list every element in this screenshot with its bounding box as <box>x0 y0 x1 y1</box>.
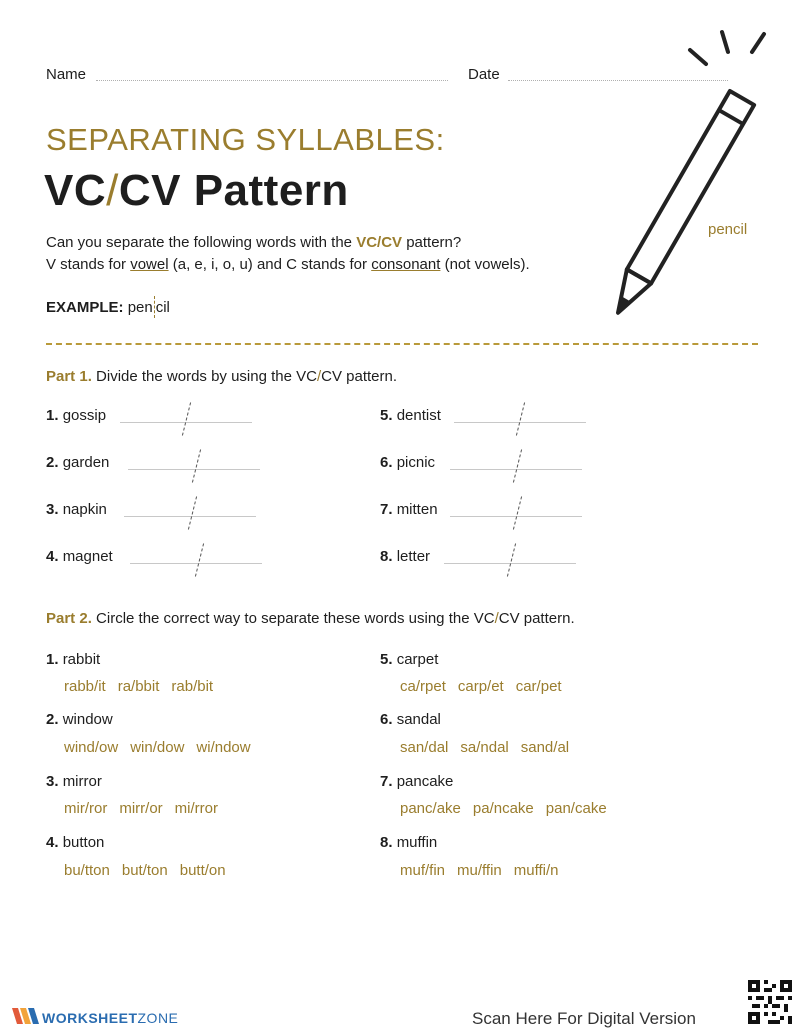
example-divider <box>154 296 155 318</box>
part2-item: 2. window <box>46 711 113 728</box>
pencil-icon <box>596 26 776 336</box>
option[interactable]: pan/cake <box>545 800 607 817</box>
option[interactable]: car/pet <box>515 678 562 695</box>
option[interactable]: but/ton <box>121 862 168 879</box>
option[interactable]: muf/fin <box>400 862 446 879</box>
date-label: Date <box>468 66 500 83</box>
option-row <box>400 678 574 695</box>
part2-item: 7. pancake <box>380 773 454 790</box>
option[interactable]: wind/ow <box>64 739 119 756</box>
name-field[interactable] <box>96 80 448 81</box>
divider-mark <box>195 543 204 576</box>
divider-mark <box>182 402 191 435</box>
option[interactable]: mi/rror <box>174 800 218 817</box>
option[interactable]: carp/et <box>457 678 504 695</box>
name-label: Name <box>46 66 87 83</box>
part1-heading: Part 1. Divide the words by using the VC/CV pattern. <box>46 368 398 385</box>
option[interactable]: sand/al <box>520 739 570 756</box>
option[interactable]: san/dal <box>400 739 449 756</box>
divider-mark <box>513 496 522 529</box>
option-row <box>64 862 238 879</box>
option[interactable]: mu/ffin <box>457 862 502 879</box>
divider-mark <box>513 449 522 482</box>
worksheet-zone-logo-icon <box>12 1006 40 1028</box>
option[interactable]: mir/ror <box>64 800 108 817</box>
option-row <box>400 862 571 879</box>
qr-code-icon[interactable] <box>748 980 792 1024</box>
part1-item: 5. dentist <box>380 407 441 424</box>
option-row <box>64 800 230 817</box>
section-divider <box>46 343 758 345</box>
option-row <box>64 678 225 695</box>
part2-item: 6. sandal <box>380 711 441 728</box>
intro-line2: V stands for vowel (a, e, i, o, u) and C stands for consonant (not vowels). <box>46 256 530 273</box>
part2-item: 3. mirror <box>46 773 102 790</box>
option[interactable]: butt/on <box>179 862 226 879</box>
page-title: VC/CV Pattern <box>44 166 349 215</box>
option[interactable]: ca/rpet <box>400 678 446 695</box>
option[interactable]: rab/bit <box>171 678 214 695</box>
part2-item: 1. rabbit <box>46 651 101 668</box>
option[interactable]: panc/ake <box>400 800 461 817</box>
title-line1: SEPARATING SYLLABLES: <box>46 122 445 157</box>
part1-item: 2. garden <box>46 454 110 471</box>
option[interactable]: win/dow <box>130 739 185 756</box>
divider-mark <box>516 402 525 435</box>
part1-item: 6. picnic <box>380 454 436 471</box>
option-row <box>64 739 263 756</box>
option[interactable]: muffi/n <box>513 862 559 879</box>
option[interactable]: bu/tton <box>64 862 110 879</box>
option[interactable]: sa/ndal <box>460 739 509 756</box>
option[interactable]: wi/ndow <box>196 739 251 756</box>
part2-heading: Part 2. Circle the correct way to separate these words using the VC/CV pattern. <box>46 610 575 627</box>
part1-item: 4. magnet <box>46 548 113 565</box>
brand-name[interactable]: WORKSHEETZONE <box>42 1010 179 1026</box>
pencil-label: pencil <box>708 221 748 238</box>
scan-text: Scan Here For Digital Version <box>472 1009 696 1028</box>
option[interactable]: mirr/or <box>119 800 163 817</box>
part1-item: 3. napkin <box>46 501 107 518</box>
example-line: EXAMPLE: pen cil <box>46 296 170 318</box>
option[interactable]: rabb/it <box>64 678 106 695</box>
option-row <box>400 739 581 756</box>
option[interactable]: pa/ncake <box>472 800 534 817</box>
answer-blank[interactable] <box>130 563 262 564</box>
divider-mark <box>192 449 201 482</box>
part2-item: 5. carpet <box>380 651 439 668</box>
part1-item: 1. gossip <box>46 407 107 424</box>
option-row <box>400 800 619 817</box>
part2-item: 8. muffin <box>380 834 438 851</box>
part1-item: 8. letter <box>380 548 431 565</box>
part2-item: 4. button <box>46 834 105 851</box>
option[interactable]: ra/bbit <box>117 678 160 695</box>
part1-item: 7. mitten <box>380 501 438 518</box>
intro-line1: Can you separate the following words with the VC/CV pattern? <box>46 234 462 251</box>
divider-mark <box>507 543 516 576</box>
divider-mark <box>188 496 197 529</box>
